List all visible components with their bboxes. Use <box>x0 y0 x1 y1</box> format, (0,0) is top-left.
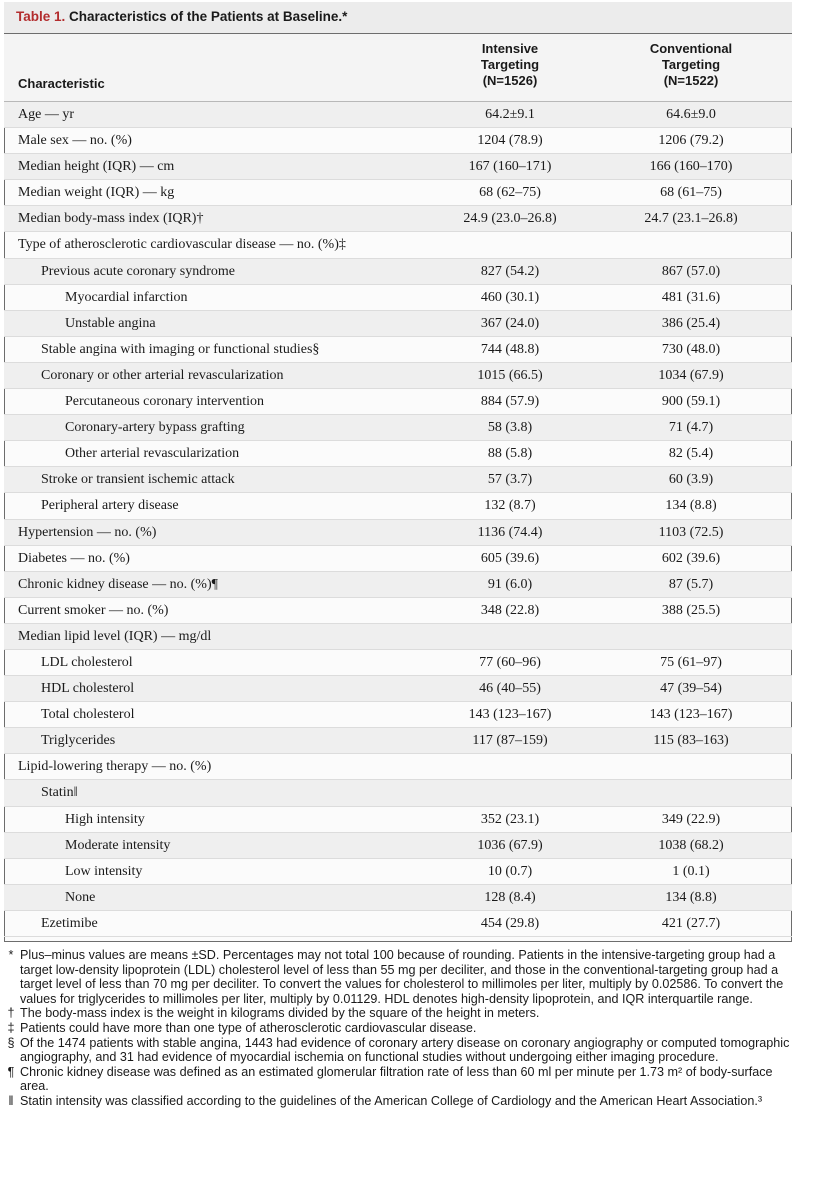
table-row <box>4 546 792 572</box>
footnote-mark: ‡ <box>7 1020 15 1035</box>
row-label: Previous acute coronary syndrome <box>41 263 235 279</box>
header-conventional-line: Conventional <box>649 41 733 56</box>
footnote-text: Of the 1474 patients with stable angina, 1443 had evidence of coronary artery disease on coronary angiography or computed tomographic angiography, and 31 had evidence of myocardial ischemia on functional studies without undergoing either imaging procedure. <box>20 1035 790 1065</box>
footnote-mark: † <box>7 1006 15 1021</box>
row-label: Hypertension — no. (%) <box>18 524 157 540</box>
conventional-value: 1038 (68.2) <box>658 837 724 853</box>
conventional-value: 388 (25.5) <box>661 602 721 618</box>
intensive-value: 88 (5.8) <box>487 446 533 462</box>
row-label: Age — yr <box>18 107 74 122</box>
conventional-value: 730 (48.0) <box>661 341 721 357</box>
table-row <box>4 598 792 624</box>
row-label: Coronary-artery bypass grafting <box>65 420 245 436</box>
intensive-value: 744 (48.8) <box>480 341 540 357</box>
row-label: HDL cholesterol <box>41 681 135 697</box>
conventional-value: 134 (8.8) <box>665 498 717 514</box>
row-label: High intensity <box>65 811 145 827</box>
conventional-value: 115 (83–163) <box>653 733 729 749</box>
table-body <box>4 102 792 937</box>
footnote-mark: ¶ <box>7 1064 15 1079</box>
table-row <box>4 206 792 232</box>
row-label: Other arterial revascularization <box>65 446 240 462</box>
conventional-value: 64.6±9.0 <box>666 107 716 122</box>
footnote-text: Statin intensity was classified according to the guidelines of the American College of Cardiology and the American Heart Association.³ <box>20 1093 763 1108</box>
footnote-mark: * <box>8 948 14 962</box>
table-row <box>4 833 792 859</box>
table-title-text: Characteristics of the Patients at Baseline.* <box>69 9 348 24</box>
row-label: Lipid-lowering therapy — no. (%) <box>18 759 212 775</box>
table-row <box>4 650 792 676</box>
row-label: Total cholesterol <box>41 707 135 723</box>
footnote-mark: § <box>7 1035 15 1050</box>
conventional-value: 87 (5.7) <box>668 576 714 592</box>
conventional-value: 421 (27.7) <box>661 915 721 931</box>
conventional-value: 386 (25.4) <box>661 315 721 331</box>
table-row <box>4 493 792 519</box>
conventional-value: 602 (39.6) <box>661 550 721 566</box>
footnote <box>4 1006 804 1021</box>
table-row <box>4 259 792 285</box>
table-row <box>4 311 792 337</box>
intensive-value: 128 (8.4) <box>484 889 536 905</box>
conventional-value: 143 (123–167) <box>649 707 733 723</box>
footnote-text: The body-mass index is the weight in kilograms divided by the square of the height in meters. <box>20 1006 540 1021</box>
row-label: Triglycerides <box>41 733 116 749</box>
table-row <box>4 885 792 911</box>
conventional-value: 75 (61–97) <box>660 654 722 670</box>
conventional-value: 1034 (67.9) <box>658 367 724 383</box>
conventional-value: 1206 (79.2) <box>658 133 724 149</box>
footnote-text: Plus–minus values are means ±SD. Percentages may not total 100 because of rounding. Patients in the intensive-targeting group had a target low-density lipoprotein (LDL) cholesterol level of less than 55 mg per deciliter, and those in the conventional-targeting group had a target level of less than 70 mg per deciliter. To convert the values for cholesterol to millimoles per liter, multiply by 0.02586. To convert the values for triglycerides to millimoles per liter, multiply by 0.01129. HDL denotes high-density lipoprotein, and IQR interquartile range. <box>20 948 784 1006</box>
conventional-value: 1 (0.1) <box>672 863 710 879</box>
table-number: Table 1. <box>16 9 66 24</box>
intensive-value: 348 (22.8) <box>480 602 540 618</box>
intensive-value: 143 (123–167) <box>468 707 552 723</box>
conventional-value: 900 (59.1) <box>661 394 721 410</box>
header-intensive-line: Intensive <box>481 41 539 56</box>
row-label: Percutaneous coronary intervention <box>65 394 265 410</box>
row-label: Low intensity <box>65 863 143 879</box>
intensive-value: 1204 (78.9) <box>477 133 543 149</box>
row-label: Unstable angina <box>65 315 156 331</box>
table-row <box>4 624 792 650</box>
table-row <box>4 232 792 258</box>
intensive-value: 605 (39.6) <box>480 550 540 566</box>
intensive-value: 91 (6.0) <box>487 576 533 592</box>
footnote-text: Chronic kidney disease was defined as an estimated glomerular filtration rate of less than 60 ml per minute per 1.73 m² of body-surface area. <box>20 1064 773 1094</box>
table-row <box>4 102 792 128</box>
conventional-value: 166 (160–170) <box>649 159 733 175</box>
row-label: Myocardial infarction <box>65 289 188 305</box>
row-label: Median lipid level (IQR) — mg/dl <box>18 628 212 644</box>
header-intensive-line: Targeting <box>480 57 540 72</box>
header-conventional-line: (N=1522) <box>663 73 719 88</box>
row-label: Current smoker — no. (%) <box>18 602 169 618</box>
header-intensive <box>430 41 590 89</box>
intensive-value: 58 (3.8) <box>487 420 533 436</box>
intensive-value: 352 (23.1) <box>480 811 540 827</box>
intensive-value: 460 (30.1) <box>480 289 540 305</box>
conventional-value: 60 (3.9) <box>668 472 714 488</box>
row-label: Stroke or transient ischemic attack <box>41 472 235 488</box>
intensive-value: 77 (60–96) <box>479 654 541 670</box>
intensive-value: 68 (62–75) <box>479 185 541 201</box>
header-conventional <box>611 41 771 89</box>
intensive-value: 1015 (66.5) <box>477 367 543 383</box>
row-label: Statin‖ <box>41 785 78 801</box>
table-row <box>4 285 792 311</box>
table-row <box>4 467 792 493</box>
header-characteristic: Characteristic <box>18 76 105 91</box>
conventional-value: 349 (22.9) <box>661 811 721 827</box>
footnote <box>4 1094 804 1109</box>
footnotes <box>4 948 804 1109</box>
footnote <box>4 1021 804 1036</box>
row-label: Stable angina with imaging or functional studies§ <box>41 341 320 357</box>
table-row <box>4 337 792 363</box>
table-row <box>4 911 792 937</box>
conventional-value: 47 (39–54) <box>660 681 722 697</box>
intensive-value: 367 (24.0) <box>480 315 540 331</box>
row-label: Median height (IQR) — cm <box>18 159 175 175</box>
intensive-value: 10 (0.7) <box>487 863 533 879</box>
row-label: LDL cholesterol <box>41 654 133 670</box>
row-label: None <box>65 889 96 905</box>
table-row <box>4 807 792 833</box>
table-row <box>4 676 792 702</box>
intensive-value: 117 (87–159) <box>472 733 548 749</box>
intensive-value: 132 (8.7) <box>484 498 536 514</box>
intensive-value: 827 (54.2) <box>480 263 540 279</box>
row-label: Median weight (IQR) — kg <box>18 185 175 201</box>
intensive-value: 167 (160–171) <box>468 159 552 175</box>
row-label: Moderate intensity <box>65 837 171 853</box>
table-title <box>4 2 792 34</box>
footnote <box>4 948 804 1006</box>
conventional-value: 82 (5.4) <box>668 446 714 462</box>
header-conventional-line: Targeting <box>661 57 721 72</box>
table-row <box>4 363 792 389</box>
table-row <box>4 780 792 806</box>
table-row <box>4 702 792 728</box>
footnote <box>4 1065 804 1094</box>
table-header <box>4 34 792 102</box>
table-row <box>4 128 792 154</box>
conventional-value: 71 (4.7) <box>668 420 714 436</box>
table-row <box>4 389 792 415</box>
intensive-value: 454 (29.8) <box>480 915 540 931</box>
footnote-text: Patients could have more than one type of atherosclerotic cardiovascular disease. <box>20 1020 477 1035</box>
table-row <box>4 520 792 546</box>
table-row <box>4 415 792 441</box>
intensive-value: 1136 (74.4) <box>477 524 543 540</box>
intensive-value: 46 (40–55) <box>479 681 541 697</box>
table-row <box>4 728 792 754</box>
footnote <box>4 1036 804 1065</box>
table-row <box>4 859 792 885</box>
conventional-value: 481 (31.6) <box>661 289 721 305</box>
conventional-value: 68 (61–75) <box>660 185 722 201</box>
row-label: Diabetes — no. (%) <box>18 550 130 566</box>
conventional-value: 134 (8.8) <box>665 889 717 905</box>
row-label: Coronary or other arterial revascularization <box>41 367 284 383</box>
row-label: Male sex — no. (%) <box>18 133 132 149</box>
footnote-mark: ‖ <box>8 1093 14 1108</box>
conventional-value: 1103 (72.5) <box>658 524 724 540</box>
row-label: Chronic kidney disease — no. (%)¶ <box>18 576 218 592</box>
intensive-value: 64.2±9.1 <box>485 107 535 122</box>
conventional-value: 867 (57.0) <box>661 263 721 279</box>
row-label: Median body-mass index (IQR)† <box>18 211 204 227</box>
intensive-value: 1036 (67.9) <box>477 837 543 853</box>
row-label: Ezetimibe <box>41 915 98 931</box>
table-row <box>4 754 792 780</box>
row-label: Peripheral artery disease <box>41 498 179 514</box>
table-row <box>4 441 792 467</box>
table-row <box>4 572 792 598</box>
conventional-value: 24.7 (23.1–26.8) <box>644 211 738 227</box>
table-row <box>4 154 792 180</box>
table-row <box>4 180 792 206</box>
header-intensive-line: (N=1526) <box>482 73 538 88</box>
row-label: Type of atherosclerotic cardiovascular disease — no. (%)‡ <box>18 237 346 253</box>
intensive-value: 24.9 (23.0–26.8) <box>463 211 557 227</box>
intensive-value: 884 (57.9) <box>480 394 540 410</box>
intensive-value: 57 (3.7) <box>487 472 533 488</box>
